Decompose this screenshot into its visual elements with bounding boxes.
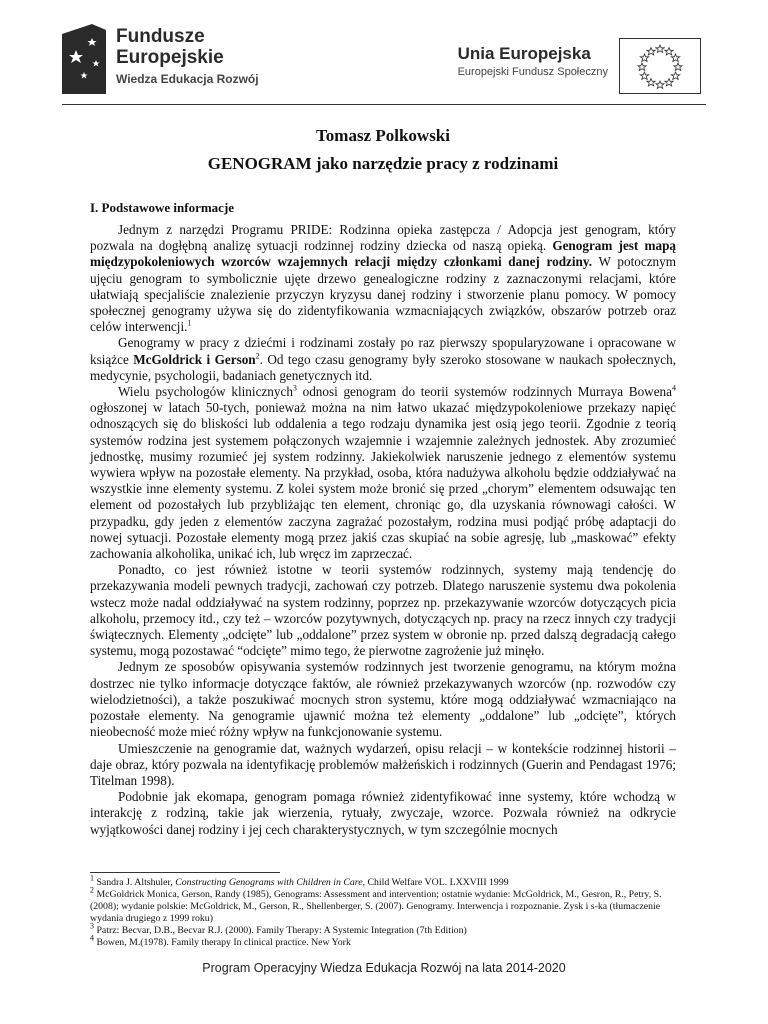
header-divider	[62, 104, 706, 105]
document-title: GENOGRAM jako narzędzie pracy z rodzinami	[207, 154, 559, 173]
footnote-ref: 2	[255, 351, 260, 361]
document-body	[90, 114, 676, 838]
fundusze-europejskie-wordmark	[116, 26, 259, 89]
unia-europejska-wordmark	[458, 44, 608, 80]
logo-line-2: Europejskie	[116, 47, 224, 68]
page-footer: Program Operacyjny Wiedza Edukacja Rozwój na lata 2014-2020	[202, 961, 566, 975]
footnote-ref: 1	[187, 318, 192, 328]
ue-line-2: Europejski Fundusz Społeczny	[457, 66, 608, 78]
footnotes	[90, 873, 676, 949]
author-name: Tomasz Polkowski	[316, 126, 450, 145]
footnote-1: $^1$ Sandra J. Altshuler, Constructing Genograms with Children in Care, Child Welfare VOL. LXXVIII 1999	[90, 873, 509, 888]
paragraph-4: Ponadto, co jest również istotne w teorii systemów rodzinnych, systemy mają tendencję do przekazywania modeli pewnych tradycji, zachowań czy potrzeb. Dlatego naruszenie systemu dwa pokolenia wstecz może nadal oddziaływać na system rodzinny, poprzez np. przekazywanie wzorców dotyczących picia alkoholu, przemocy itd., czy też – wzorców pozytywnych, dotyczących np. pracy na rzecz innych czy tradycji świątecznych. Elementy „odcięte” lub „oddalone” przez system w obronie np. przed dalszą degradacją całego systemu, mogą pozostawać “odcięte” mimo tego, że pierwotne zagrożenie już minęło.	[90, 562, 676, 659]
footnote-4: $^4$ Bowen, M.(1978). Family therapy In clinical practice. New York	[90, 933, 351, 948]
section-heading: I. Podstawowe informacje	[90, 200, 235, 215]
footnote-3: $^3$ Patrz: Becvar, D.B., Becvar R.J. (2000). Family Therapy: A Systemic Integration (7th Edition)	[90, 921, 467, 936]
paragraph-7: Podobnie jak ekomapa, genogram pomaga również zidentyfikować inne systemy, które wchodzą w interakcję z rodziną, takie jak wierzenia, rytuały, zwyczaje, wzorce. Pozwala również na odkrycie wyjątkowości danej rodziny i jej cech charakterystycznych, w tym szczególnie mocnych	[90, 789, 676, 837]
fundusze-europejskie-logo-icon	[62, 24, 106, 94]
page-header	[0, 0, 768, 108]
paragraph-6: Umieszczenie na genogramie dat, ważnych wydarzeń, opisu relacji – w kontekście rodzinnej historii – daje obraz, który pozwala na identyfikację problemów małżeńskich i rodzinnych (Guerin and Pendagast 1976; Titelman 1998).	[90, 740, 676, 788]
footnote-2: $^2$ McGoldrick Monica, Gerson, Randy (1985), Genograms: Assessment and intervention; ostatnie wydanie: McGoldrick, M., Gesron, R., Petry, S. (2008); wydanie polskie: McGoldrick, M., Gerson, R., Shellenberger, S. (2007). Genogramy. Interwencja i rozpoznanie. Zysk i s-ka (tłumaczenie wydania drugiego z 1999 roku)	[90, 885, 662, 924]
ue-line-1: Unia Europejska	[457, 44, 591, 63]
paragraph-2: Genogramy w pracy z dziećmi i rodzinami zostały po raz pierwszy spopularyzowane i opracowane w książce McGoldrick i Gerson$^2$. Od tego czasu genogramy były szeroko stosowane w naukach społecznych, medycynie, psychologii, badaniach genetycznych itd.	[90, 335, 676, 383]
eu-flag-icon	[619, 38, 701, 94]
paragraph-5: Jednym ze sposobów opisywania systemów rodzinnych jest tworzenie genogramu, na którym można dostrzec nie tylko informacje dotyczące faktów, ale również przekazywanych wzorców (np. rozwodów czy wielodzietności), a także poszukiwać mocnych stron systemu, które mogą oddziaływać wzmacniająco na pozostałe elementy. Na genogramie ujawnić można też elementy „oddalone” lub „odcięte”, których nieobecność może mieć różny wpływ na funkcjonowanie systemu.	[90, 659, 676, 740]
footnote-ref: 4	[672, 383, 676, 393]
footnote-divider	[90, 872, 280, 873]
paragraph-3: Wielu psychologów klinicznych$^3$ odnosi genogram do teorii systemów rodzinnych Murraya Bowena$^4$ ogłoszonej w latach 50-tych, ponieważ można na nim łatwo ukazać międzypokoleniowe przekazy napięć odnoszących się do bliskości lub oddalenia a tego rodzaju dynamika jest osią jego teorii. Zgodnie z teorią systemów rodzina jest systemem połączonych wzajemnie i wzajemnie zależnych jednostek. Aby zrozumieć jednostkę, musimy rozumieć jej system rodzinny. Jakiekolwiek naruszenie jednego z elementów systemu wywiera wpływ na pozostałe elementy. Na przykład, osoba, która nadużywa alkoholu będzie oddziaływać na wszystkie inne elementy systemu. Z kolei system może bronić się przed „chorym” elementem odsuwając ten element od pozostałych lub przybliżając ten element, chroniąc go, dla uzyskania równowagi całości. W przypadku, gdy jeden z elementów zaczyna zagrażać pozostałym, rodzina musi podjąć próbę adaptacji do nowej sytuacji. Pozostałe elementy mogą przez jakiś czas skupiać na sobie agresję, lub „maskować” efekty zachowania alkoholika, unikać ich, lub wręcz im zaprzeczać.	[90, 383, 676, 562]
footnote-ref: 3	[292, 383, 297, 393]
logo-line-1: Fundusze	[116, 26, 205, 47]
paragraph-1: Jednym z narzędzi Programu PRIDE: Rodzinna opieka zastępcza / Adopcja jest genogram, który pozwala na dogłębną analizę sytuacji rodzinnej rodziny dziecka od naszą opieką. Genogram jest mapą międzypokoleniowych wzorców wzajemnych relacji między członkami danej rodziny. W potocznym ujęciu genogram to symbolicznie ujęte drzewo genealogiczne rodziny z zaznaczonymi relacjami, które ułatwiają specjaliście znalezienie przyczyn kryzysu danej rodziny i stworzenie planu pomocy. W pomocy społecznej genogramy używa się do zidentyfikowania wzmacniających związków, obszarów potrzeb oraz celów interwencji.$^1$	[90, 222, 677, 335]
logo-line-3: Wiedza Edukacja Rozwój	[116, 72, 259, 86]
